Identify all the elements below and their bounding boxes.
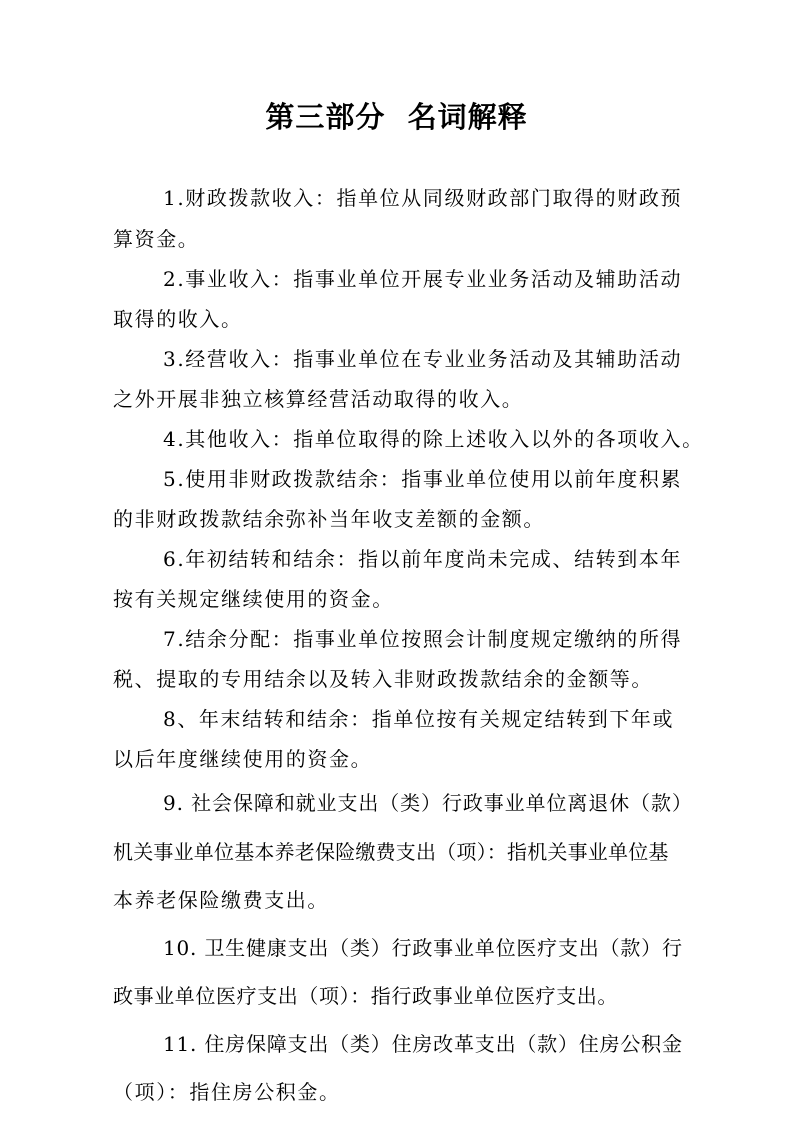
paragraph-6-line-1: 6.年初结转和结余：指以前年度尚未完成、结转到本年 (163, 547, 683, 571)
paragraph-1-line-2: 算资金。 (113, 227, 200, 251)
paragraph-10-line-2: 政事业单位医疗支出（项）：指行政事业单位医疗支出。 (113, 984, 618, 1008)
paragraph-8-line-1: 8、年末结转和结余：指单位按有关规定结转到下年或 (163, 707, 675, 731)
paragraph-10-line-1: 10. 卫生健康支出（类）行政事业单位医疗支出（款）行 (163, 936, 683, 960)
paragraph-1-line-1: 1.财政拨款收入：指单位从同级财政部门取得的财政预 (163, 186, 683, 210)
paragraph-5-line-1: 5.使用非财政拨款结余：指事业单位使用以前年度积累 (163, 467, 683, 491)
paragraph-3-line-1: 3.经营收入：指事业单位在专业业务活动及其辅助活动 (163, 347, 683, 371)
page-title: 第三部分 名词解释 (265, 100, 528, 134)
paragraph-7-line-1: 7.结余分配：指事业单位按照会计制度规定缴纳的所得 (163, 627, 683, 651)
paragraph-11-line-1: 11. 住房保障支出（类）住房改革支出（款）住房公积金 (163, 1032, 683, 1056)
paragraph-7-line-2: 税、提取的专用结余以及转入非财政拨款结余的金额等。 (113, 667, 653, 691)
paragraph-2-line-1: 2.事业收入：指事业单位开展专业业务活动及辅助活动 (163, 267, 683, 291)
paragraph-3-line-2: 之外开展非独立核算经营活动取得的收入。 (113, 387, 524, 411)
paragraph-8-line-2: 以后年度继续使用的资金。 (113, 747, 373, 771)
paragraph-11-line-2: （项）：指住房公积金。 (113, 1080, 341, 1104)
paragraph-5-line-2: 的非财政拨款结余弥补当年收支差额的金额。 (113, 507, 545, 531)
paragraph-9-line-2: 机关事业单位基本养老保险缴费支出（项）：指机关事业单位基 (113, 840, 669, 864)
paragraph-6-line-2: 按有关规定继续使用的资金。 (113, 587, 394, 611)
paragraph-4-line-1: 4.其他收入：指单位取得的除上述收入以外的各项收入。 (163, 427, 704, 451)
paragraph-9-line-1: 9. 社会保障和就业支出（类）行政事业单位离退休（款） (163, 791, 693, 815)
paragraph-2-line-2: 取得的收入。 (113, 307, 243, 331)
paragraph-9-line-3: 本养老保险缴费支出。 (113, 888, 329, 912)
